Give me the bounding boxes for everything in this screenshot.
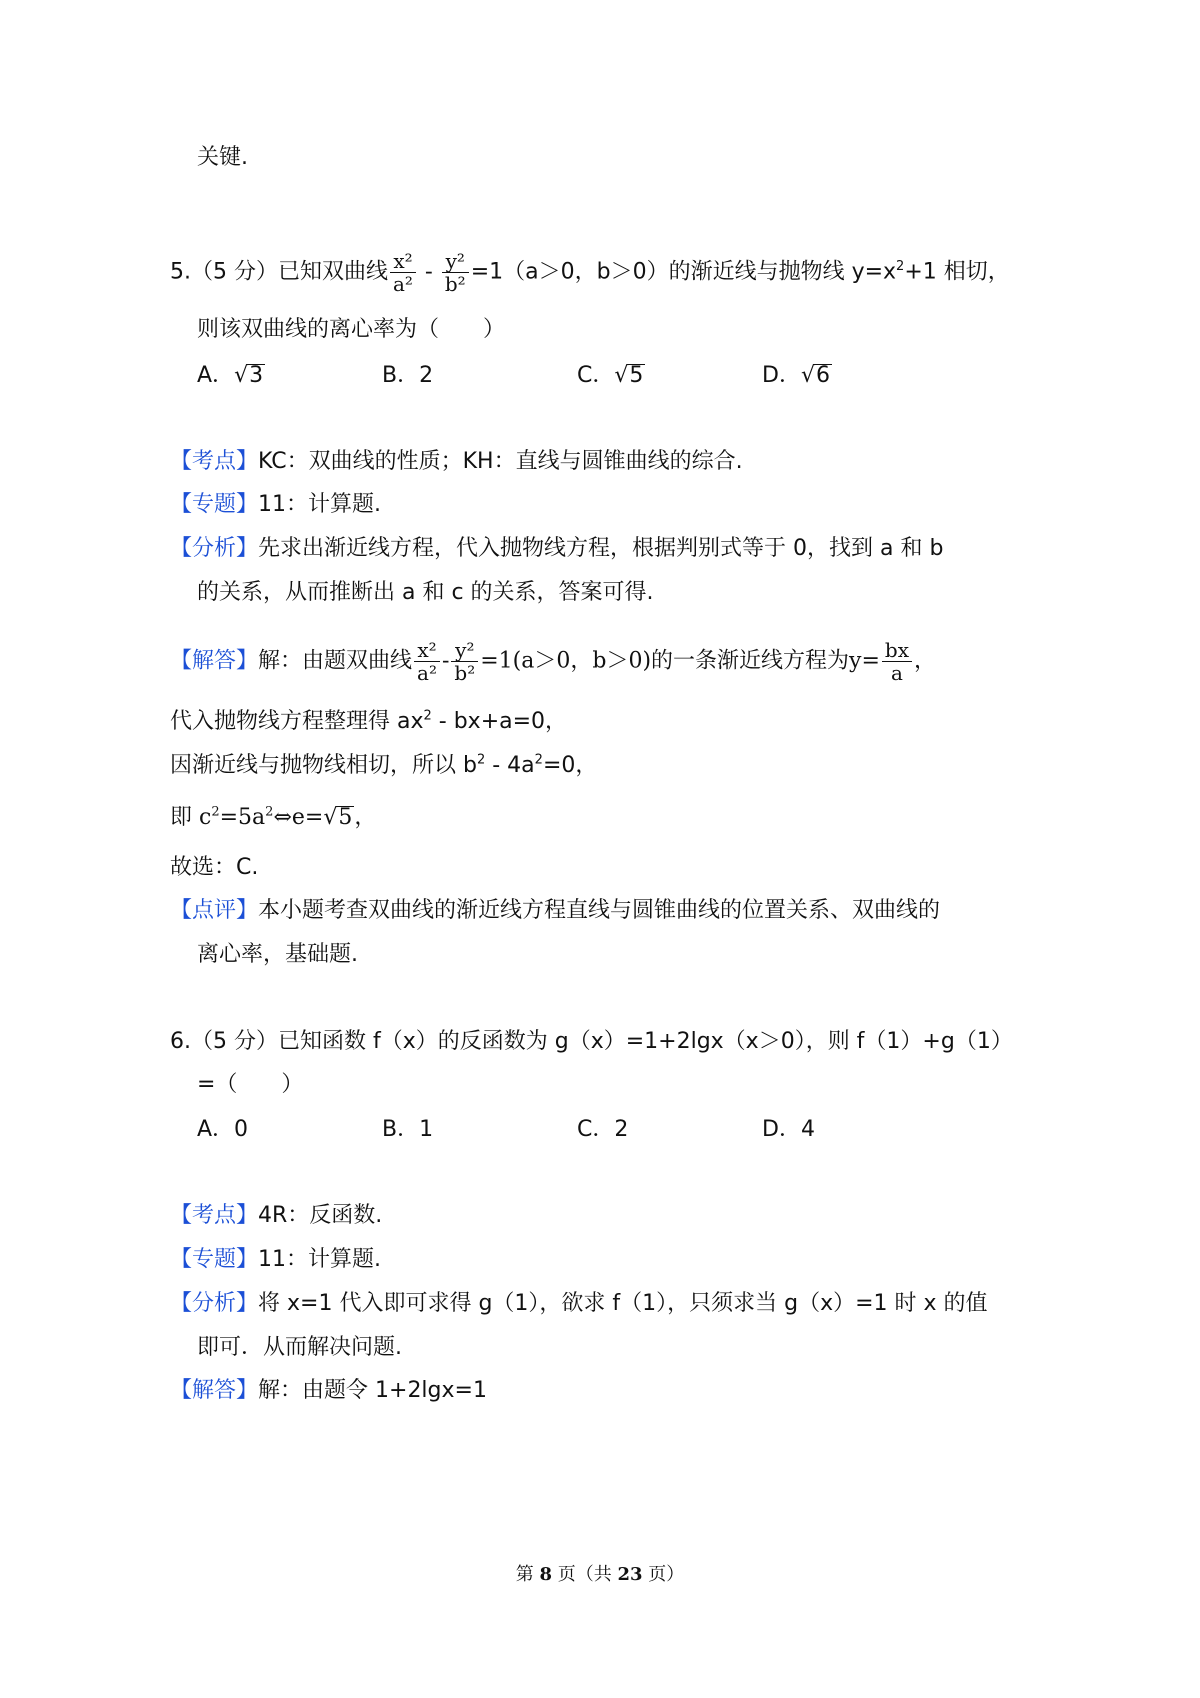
q6-option-b: B．1 — [382, 1117, 434, 1142]
q5-fenxi-line2: 的关系，从而推断出 a 和 c 的关系，答案可得. — [197, 580, 654, 605]
jieda-tag: 【解答】 — [170, 648, 259, 674]
q5-zhuanti: 【专题】11：计算题. — [170, 492, 382, 517]
fenxi-tag: 【分析】 — [170, 536, 259, 561]
q6-jieda: 【解答】解：由题令 1+2lgx=1 — [170, 1378, 487, 1403]
q6-option-d: D．4 — [762, 1117, 815, 1142]
q5-step1: 代入抛物线方程整理得 $ax^2 - bx+a=0$， — [170, 708, 568, 734]
q6-stem-line1: 6.（5 分）已知函数 f（x）的反函数为 g（x）=1+2lgx（x＞0），则 f（1）+g（1） — [170, 1029, 1013, 1054]
q6-zhuanti: 【专题】11：计算题. — [170, 1247, 382, 1272]
q5-dianping-line2: 离心率，基础题. — [197, 942, 358, 967]
q5-option-a: A．√3 — [197, 363, 264, 388]
q5-stem-line1: 5.（5 分）已知双曲线 $\frac{\text{x²}}{\text{a²}}$ - $\frac{\text{y²}}{\text{b²}}$ =1（a＞0，b＞0）的渐近线与抛物线 $y=x^2+1$ 相切， — [170, 249, 1010, 296]
sqrt-icon: √ — [323, 805, 338, 830]
q6-option-c: C．2 — [577, 1117, 629, 1142]
jieda-fraction-bx-a: $\frac{bx}{a}$ — [882, 639, 912, 684]
q6-stem-line2: =（ ） — [197, 1072, 304, 1097]
page-footer: 第 8 页（共 23 页） — [515, 1564, 685, 1585]
q5-prefix: 5.（5 分）已知双曲线 — [170, 259, 388, 285]
kaodian-tag: 【考点】 — [170, 449, 259, 474]
q5-step4: 故选：C. — [170, 855, 259, 880]
sqrt-icon: √ — [614, 363, 629, 388]
sqrt-icon: √ — [800, 363, 815, 388]
q6-kaodian: 【考点】4R：反函数. — [170, 1203, 383, 1228]
jieda-fraction-y2-b2: $\frac{\text{y²}}{\text{b²}}$ — [451, 639, 478, 684]
q5-option-b: B．2 — [382, 363, 434, 388]
q5-jieda: 【解答】解：由题双曲线 $\frac{\text{x²}}{\text{a²}}$ - $\frac{\text{y²}}{\text{b²}}$ =1(a＞0，b＞0)的一条渐近线方程为y= $\frac{bx}{a}$ ， — [170, 638, 937, 685]
q6-fenxi-line2: 即可．从而解决问题. — [197, 1335, 402, 1360]
q6-option-a: A．0 — [197, 1117, 249, 1142]
q5-kaodian: 【考点】KC：双曲线的性质；KH：直线与圆锥曲线的综合. — [170, 449, 743, 474]
q5-fraction-x2-a2: $\frac{\text{x²}}{\text{a²}}$ — [390, 250, 416, 295]
zhuanti-tag: 【专题】 — [170, 492, 259, 517]
q5-step2: 因渐近线与抛物线相切，所以 $b^2 - 4a^2=0$， — [170, 752, 598, 778]
q5-fenxi: 【分析】先求出渐近线方程，代入抛物线方程，根据判别式等于 0，找到 a 和 b — [170, 536, 944, 561]
jieda-fraction-x2-a2: $\frac{\text{x²}}{\text{a²}}$ — [414, 639, 440, 684]
zhuanti-tag: 【专题】 — [170, 1247, 259, 1272]
q5-stem-line2: 则该双曲线的离心率为（ ） — [197, 317, 506, 342]
q5-fraction-y2-b2: $\frac{\text{y²}}{\text{b²}}$ — [442, 250, 469, 295]
fenxi-tag: 【分析】 — [170, 1291, 259, 1316]
dianping-tag: 【点评】 — [170, 898, 259, 923]
sqrt-icon: √ — [234, 363, 249, 388]
q5-dianping: 【点评】本小题考查双曲线的渐近线方程直线与圆锥曲线的位置关系、双曲线的 — [170, 898, 941, 923]
q5-option-c: C．√5 — [577, 363, 644, 388]
page-number: 8 — [539, 1564, 552, 1585]
q5-option-d: D．√6 — [762, 363, 830, 388]
q6-fenxi: 【分析】将 x=1 代入即可求得 g（1），欲求 f（1），只须求当 g（x）=1 时 x 的值 — [170, 1291, 988, 1316]
q5-step3: 即 $c^2=5a^2\Leftrightarrow e=√5$， — [170, 804, 377, 830]
carryover-text: 关键. — [197, 145, 248, 170]
jieda-tag: 【解答】 — [170, 1378, 259, 1403]
page-total: 23 — [617, 1564, 643, 1585]
kaodian-tag: 【考点】 — [170, 1203, 259, 1228]
